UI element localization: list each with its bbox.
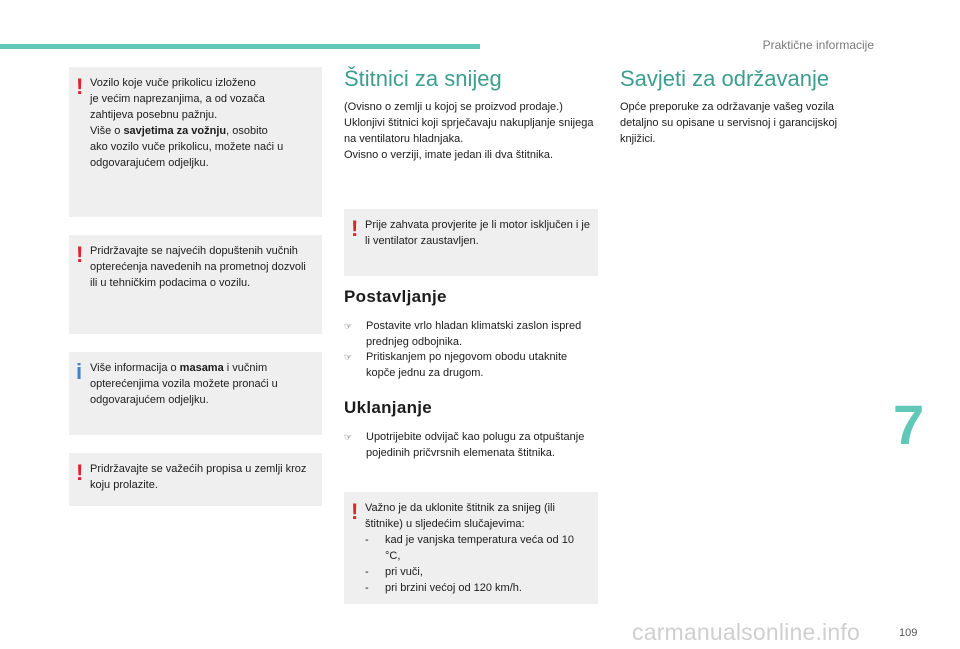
warning-icon: ! (76, 460, 84, 485)
text-line: Više o savjetima za vožnju, osobito (90, 125, 268, 137)
remove-title: Uklanjanje (344, 398, 433, 417)
maintenance-title: Savjeti za održavanje (620, 66, 830, 91)
driving-advice-link: savjetima za vožnju (123, 125, 227, 137)
header-accent-bar (0, 44, 480, 49)
list-item: - pri vuči, (365, 566, 423, 578)
warning-text: Pridržavajte se najvećih dopuštenih vučnih opterećenja navedenih na prometnoj dozvoli ili u tehničkim podacima o vozilu. (90, 245, 306, 289)
warning-box-removal (344, 492, 598, 604)
maintenance-text: Opće preporuke za održavanje vašeg vozila detaljno su opisane u servisnoj i garancijskoj knjižici. (620, 101, 838, 145)
warning-icon: ! (76, 242, 84, 267)
warning-box-regulations (69, 453, 322, 506)
warning-icon: ! (76, 74, 84, 99)
warning-box-engine (344, 209, 598, 276)
install-step: ☞ Pritiskanjem po njegovom obodu utaknite kopče jednu za drugom. (344, 351, 568, 379)
arrow-icon: ☞ (344, 352, 353, 362)
warning-icon: ! (351, 216, 359, 241)
page-number: 109 (899, 627, 918, 639)
text-line: je većim naprezanjima, a od vozača (90, 93, 265, 105)
list-item: - pri brzini većoj od 120 km/h. (365, 582, 522, 594)
masses-link: masama (179, 362, 224, 374)
section-title: Praktične informacije (762, 38, 874, 52)
warning-text: Prije zahvata provjerite je li motor isključen i je li ventilator zaustavljen. (365, 219, 590, 247)
watermark: carmanualsonline.info (632, 619, 860, 645)
warning-text: Pridržavajte se važećih propisa u zemlji kroz koju prolazite. (90, 463, 307, 491)
install-title: Postavljanje (344, 287, 447, 306)
text-line: zahtijeva posebnu pažnju. (90, 109, 218, 121)
list-item: - kad je vanjska temperatura veća od 10 °C, (365, 534, 574, 562)
warning-text: Važno je da uklonite štitnik za snijeg (ili štitnike) u sljedećim slučajevima: - kad je vanjska temperatura veća od 10 °C, - pri vuči, - pri brzini većoj od 120 km/h. (365, 500, 592, 596)
info-icon: i (76, 359, 83, 384)
warning-icon: ! (351, 499, 359, 524)
arrow-icon: ☞ (344, 321, 353, 331)
arrow-icon: ☞ (344, 432, 353, 442)
text-line: ako vozilo vuče prikolicu, možete naći u (90, 141, 284, 153)
warning-box-towing (69, 67, 322, 217)
info-box-masses (69, 352, 322, 435)
install-step: ☞ Postavite vrlo hladan klimatski zaslon ispred prednjeg odbojnika. (344, 320, 582, 348)
warning-box-loads (69, 235, 322, 334)
snow-screens-title: Štitnici za snijeg (344, 66, 502, 91)
info-text: Više informacija o masama i vučnim opterećenjima vozila možete pronaći u odgovarajućem odjeljku. (90, 362, 278, 406)
chapter-number: 7 (893, 393, 925, 456)
text-line: Vozilo koje vuče prikolicu izloženo (90, 77, 256, 89)
snow-screens-intro: (Ovisno o zemlji u kojoj se proizvod prodaje.) Uklonjivi štitnici koji sprječavaju nakupljanje snijega na ventilatoru hladnjaka. Ovisno o verziji, imate jedan ili dva štitnika. (344, 101, 594, 161)
text-line: odgovarajućem odjeljku. (90, 157, 209, 169)
remove-step: ☞ Upotrijebite odvijač kao polugu za otpuštanje pojedinih pričvrsnih elemenata štitnika. (344, 431, 585, 459)
